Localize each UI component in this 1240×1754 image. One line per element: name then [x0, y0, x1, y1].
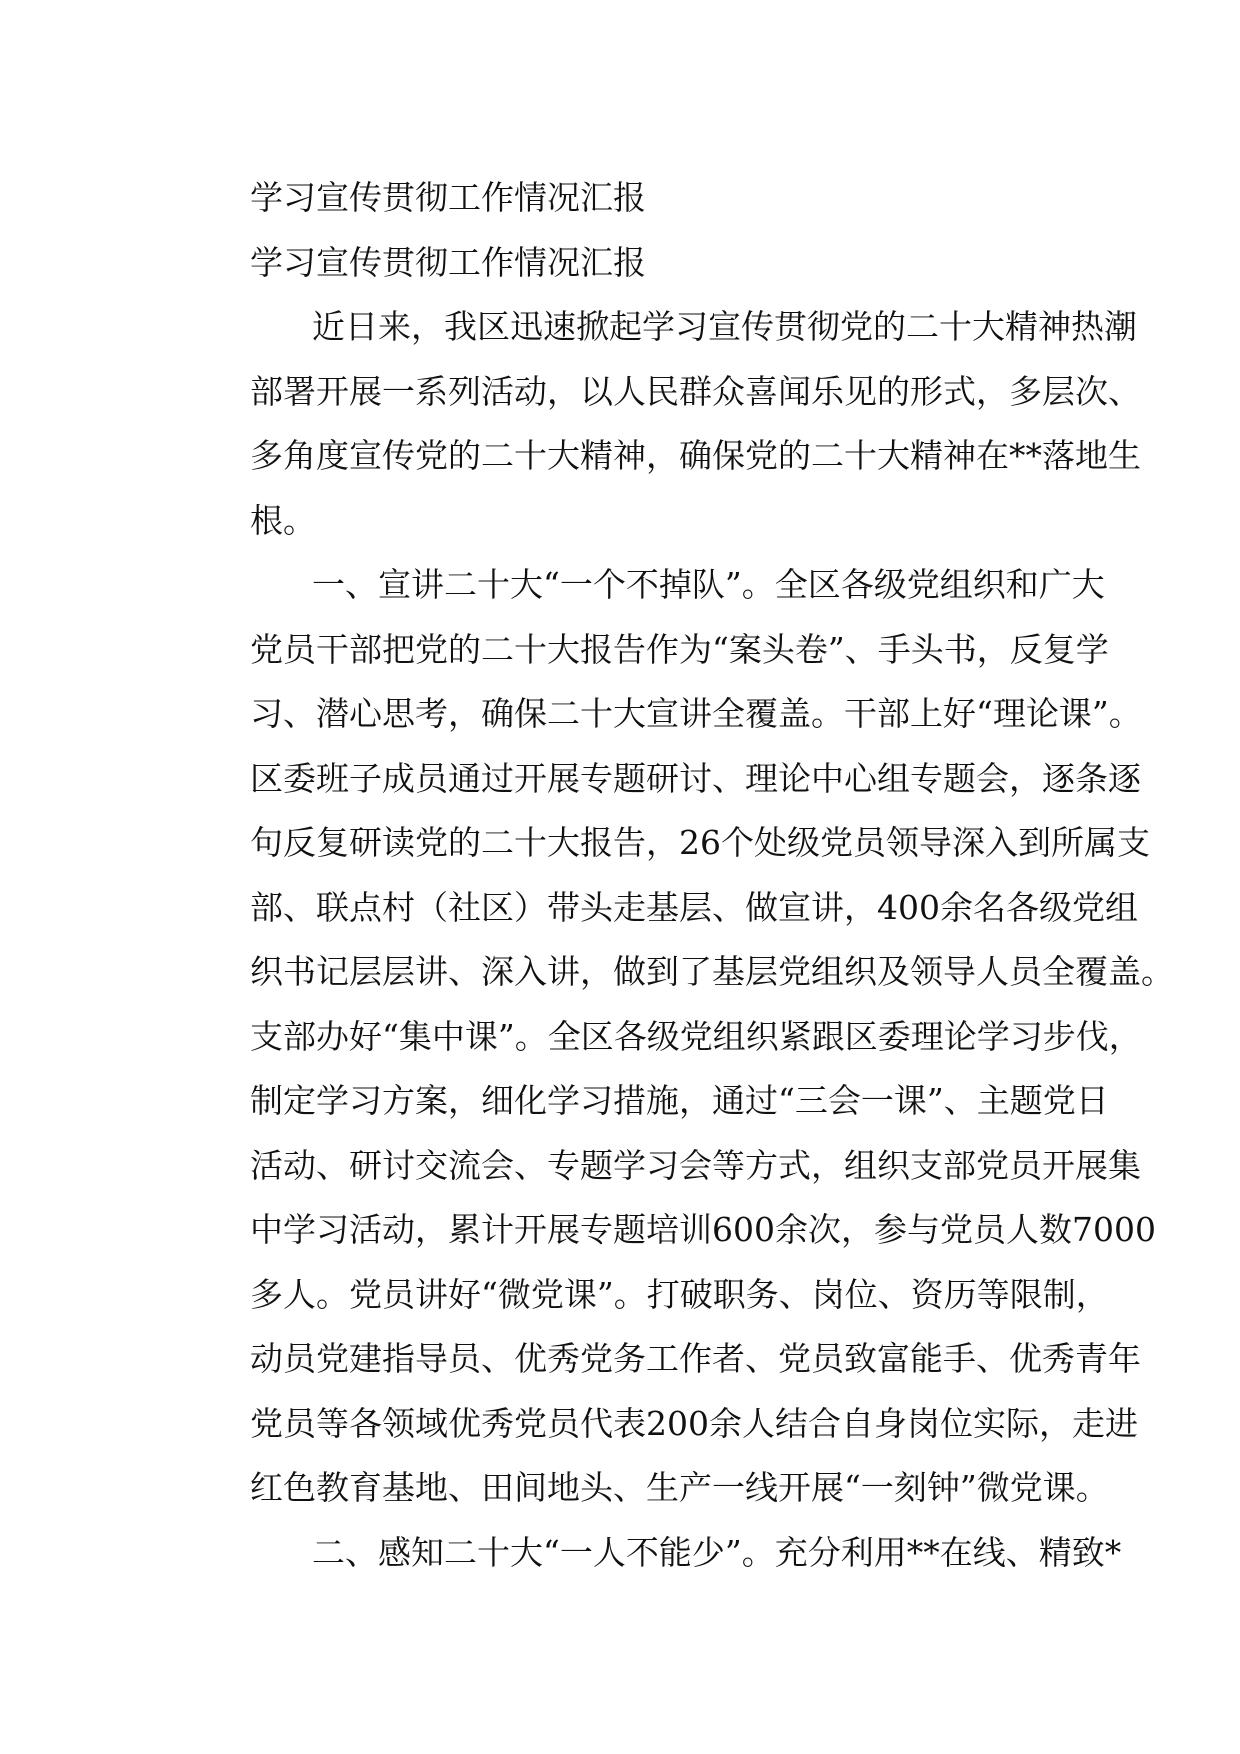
paragraph-section-2 — [188, 1521, 1122, 1586]
paragraph-line: 根。 — [250, 500, 316, 540]
document-subtitle: 学习宣传贯彻工作情况汇报 — [250, 242, 646, 282]
paragraph-line: 支部办好“集中课”。全区各级党组织紧跟区委理论学习步伐， — [250, 1016, 1142, 1056]
paragraph-line: 红色教育基地、田间地头、生产一线开展“一刻钟”微党课。 — [250, 1468, 1109, 1507]
paragraph-line: 习、潜心思考，确保二十大宣讲全覆盖。干部上好“理论课”。 — [250, 694, 1142, 733]
document-title: 学习宣传贯彻工作情况汇报 — [250, 178, 646, 217]
paragraph-line: 区委班子成员通过开展专题研讨、理论中心组专题会，逐条逐 — [250, 758, 1141, 798]
paragraph-line: 部署开展一系列活动，以人民群众喜闻乐见的形式，多层次、 — [250, 371, 1141, 411]
paragraph-line: 句反复研读党的二十大报告，26个处级党员领导深入到所属支 — [250, 823, 1150, 862]
paragraph-line: 二、感知二十大“一人不能少”。充分利用**在线、精致* — [312, 1532, 1122, 1572]
paragraph-line: 多角度宣传党的二十大精神，确保党的二十大精神在**落地生 — [250, 436, 1141, 475]
paragraph-line: 党员干部把党的二十大报告作为“案头卷”、手头书，反复学 — [250, 629, 1109, 669]
paragraph-line: 活动、研讨交流会、专题学习会等方式，组织支部党员开展集 — [250, 1145, 1141, 1185]
paragraph-line: 织书记层层讲、深入讲，做到了基层党组织及领导人员全覆盖。 — [250, 952, 1174, 991]
paragraph-line: 近日来，我区迅速掀起学习宣传贯彻党的二十大精神热潮 — [312, 307, 1137, 346]
paragraph-line: 动员党建指导员、优秀党务工作者、党员致富能手、优秀青年 — [250, 1339, 1141, 1378]
paragraph-line: 中学习活动，累计开展专题培训600余次，参与党员人数7000 — [250, 1210, 1156, 1249]
paragraph-intro — [188, 295, 1141, 553]
paragraph-line: 部、联点村（社区）带头走基层、做宣讲，400余名各级党组 — [250, 887, 1138, 927]
document-body — [188, 166, 1174, 1585]
paragraph-line: 制定学习方案，细化学习措施，通过“三会一课”、主题党日 — [250, 1081, 1109, 1120]
paragraph-line: 一、宣讲二十大“一个不掉队”。全区各级党组织和广大 — [312, 565, 1105, 604]
paragraph-line: 党员等各领域优秀党员代表200余人结合自身岗位实际，走进 — [250, 1403, 1138, 1443]
paragraph-line: 多人。党员讲好“微党课”。打破职务、岗位、资历等限制， — [250, 1274, 1109, 1314]
paragraph-section-1 — [188, 553, 1174, 1521]
